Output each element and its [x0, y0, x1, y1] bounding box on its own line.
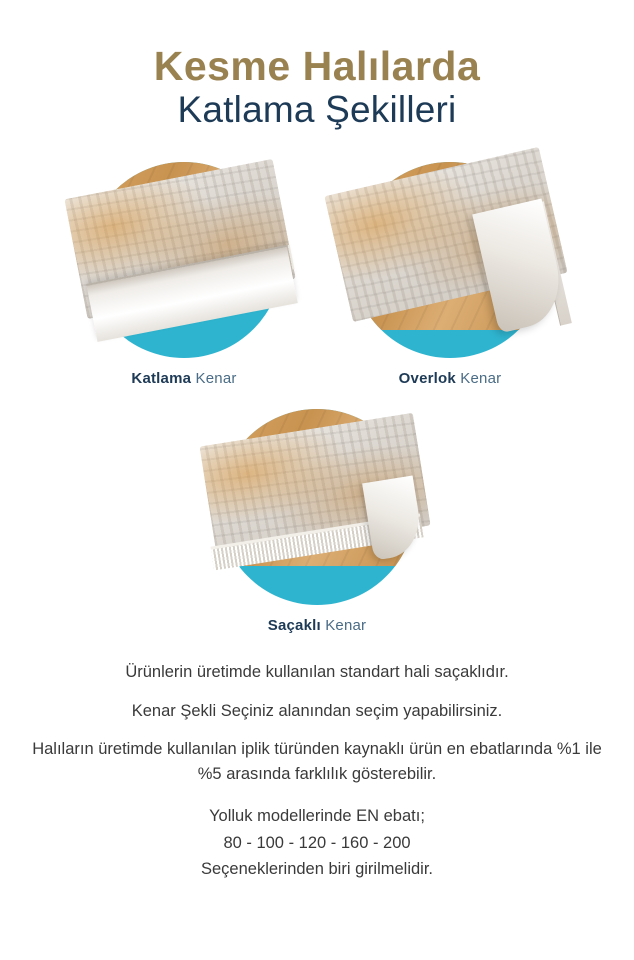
figure-katlama-caption-rest: Kenar — [191, 369, 237, 387]
figure-row-bottom — [0, 409, 634, 634]
figure-overlok — [335, 162, 565, 387]
figure-overlok-caption — [399, 370, 502, 387]
figure-katlama — [69, 162, 299, 387]
figure-overlok-illustration — [352, 162, 548, 358]
title-line-secondary: Katlama Şekilleri — [177, 89, 457, 131]
runner-sizes-heading: Yolluk modellerinde EN ebatı; — [209, 806, 425, 825]
figure-katlama-illustration — [86, 162, 282, 358]
note-size-tolerance: Halıların üretimde kullanılan iplik türünden kaynaklı ürün en ebatlarında %1 ile %5 arasında farklılık gösterebilir. — [32, 740, 602, 784]
page-title — [0, 0, 634, 132]
figure-overlok-caption-bold: Overlok — [398, 369, 456, 387]
note-standard-fringe: Ürünlerin üretimde kullanılan standart hali saçaklıdır. — [125, 662, 509, 681]
figure-katlama-caption — [131, 370, 236, 387]
notes-section — [0, 660, 634, 883]
figure-group — [0, 162, 634, 634]
title-line-primary: Kesme Halılarda — [153, 43, 481, 89]
runner-sizes-footer: Seçeneklerinden biri girilmelidir. — [200, 860, 434, 879]
runner-sizes-values: 80 - 100 - 120 - 160 - 200 — [223, 833, 411, 852]
runner-sizes-block — [0, 803, 634, 883]
figure-sacakli — [202, 409, 432, 634]
figure-sacakli-illustration — [219, 409, 415, 605]
figure-sacakli-caption-bold: Saçaklı — [267, 616, 321, 634]
figure-katlama-caption-bold: Katlama — [131, 369, 192, 387]
figure-sacakli-caption-rest: Kenar — [320, 616, 367, 634]
figure-row-top — [0, 162, 634, 387]
note-edge-selection: Kenar Şekli Seçiniz alanından seçim yapabilirsiniz. — [131, 701, 503, 720]
figure-overlok-caption-rest: Kenar — [455, 369, 502, 387]
figure-sacakli-caption — [268, 617, 367, 634]
